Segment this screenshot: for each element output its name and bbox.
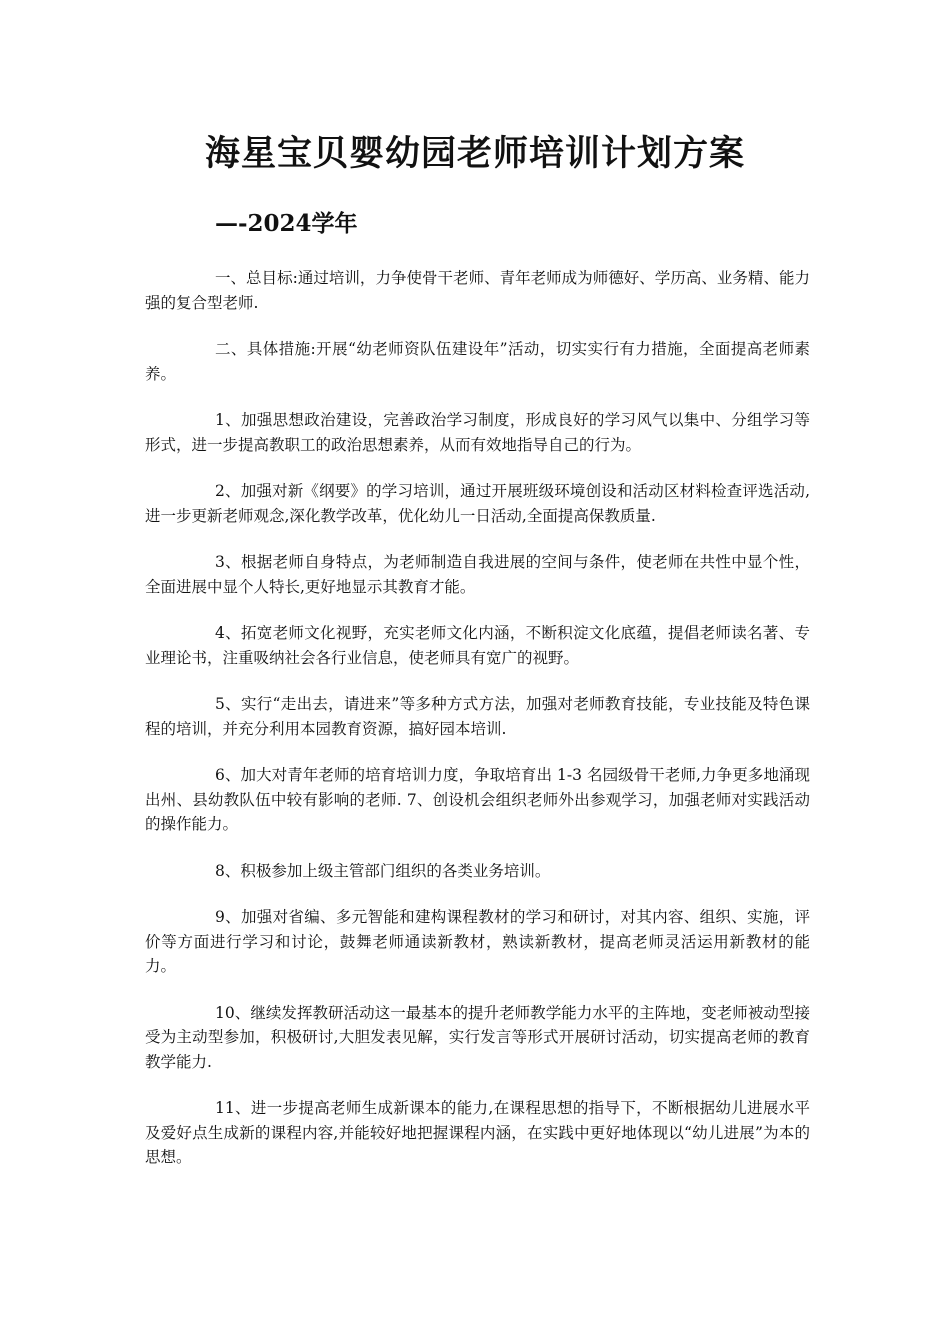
paragraph-item-9: 9、加强对省编、多元智能和建构课程教材的学习和研讨，对其内容、组织、实施，评价等方面进行学习和讨论，鼓舞老师通读新教材，熟读新教材，提高老师灵活运用新教材的能力。 [145,908,810,975]
paragraph-measures: 二、具体措施:开展“幼老师资队伍建设年”活动，切实实行有力措施，全面提高老师素养。 [145,340,810,383]
document-title: 海星宝贝婴幼园老师培训计划方案 [204,133,745,174]
paragraph-item-4: 4、拓宽老师文化视野，充实老师文化内涵，不断积淀文化底蕴，提倡老师读名著、专业理论书，注重吸纳社会各行业信息，使老师具有宽广的视野。 [145,624,810,667]
paragraph-item-2: 2、加强对新《纲要》的学习培训，通过开展班级环境创设和活动区材料检查评选活动,进一步更新老师观念,深化教学改革，优化幼儿一日活动,全面提高保教质量. [145,482,810,525]
paragraph-item-10: 10、继续发挥教研活动这一最基本的提升老师教学能力水平的主阵地，变老师被动型接受为主动型参加，积极研讨,大胆发表见解，实行发言等形式开展研讨活动，切实提高老师的教育教学能力. [145,1003,810,1071]
paragraph-item-1: 1、加强思想政治建设，完善政治学习制度，形成良好的学习风气以集中、分组学习等形式，进一步提高教职工的政治思想素养，从而有效地指导自己的行为。 [145,411,810,454]
paragraph-item-6: 6、加大对青年老师的培育培训力度，争取培育出 1-3 名园级骨干老师,力争更多地涌现出州、县幼教队伍中较有影响的老师. 7、创设机会组织老师外出参观学习，加强老师对实践活动的操作能力。 [145,766,810,833]
paragraph-item-3: 3、根据老师自身特点，为老师制造自我进展的空间与条件，使老师在共性中显个性，全面进展中显个人特长,更好地显示其教育才能。 [145,553,810,596]
paragraph-item-8: 8、积极参加上级主管部门组织的各类业务培训。 [215,861,551,880]
paragraph-item-5: 5、实行“走出去，请进来”等多种方式方法，加强对老师教育技能，专业技能及特色课程的培训，并充分利用本园教育资源，搞好园本培训. [145,695,810,738]
document-subtitle: —-2024学年 [215,210,358,237]
paragraph-goal: 一、总目标:通过培训，力争使骨干老师、青年老师成为师德好、学历高、业务精、能力强的复合型老师. [145,269,810,312]
document-body [145,266,810,1192]
paragraph-item-11: 11、进一步提高老师生成新课本的能力,在课程思想的指导下，不断根据幼儿进展水平及爱好点生成新的课程内容,并能较好地把握课程内涵，在实践中更好地体现以“幼儿进展”为本的思想。 [145,1099,810,1166]
